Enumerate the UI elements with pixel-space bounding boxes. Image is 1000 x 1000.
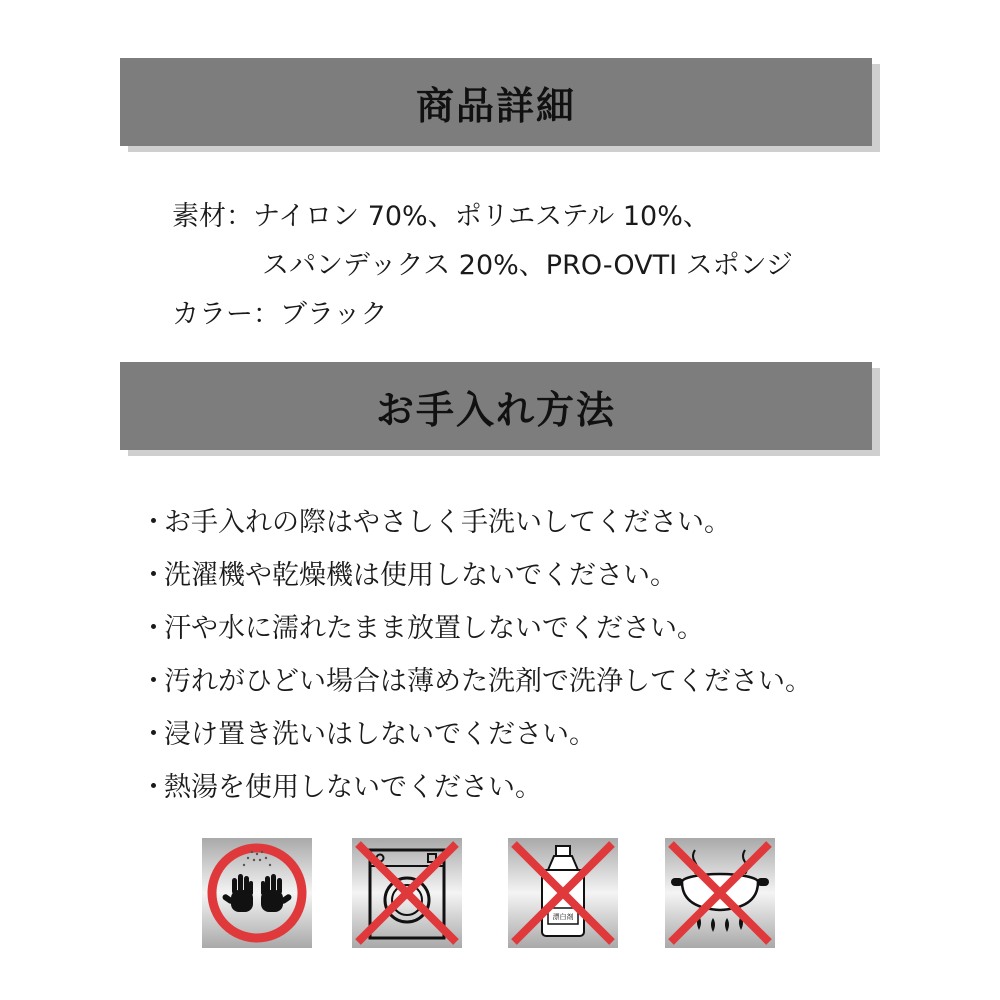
no-boiling-icon [665, 838, 775, 948]
care-item-text: お手入れの際はやさしく手洗いしてください。 [164, 507, 731, 538]
care-instructions-banner [120, 362, 872, 450]
care-instructions-title: お手入れ方法 [375, 387, 616, 432]
bullet-mark: ・ [140, 613, 167, 644]
care-item-text: 汚れがひどい場合は薄めた洗剤で洗浄してください。 [164, 666, 812, 697]
no-washing-machine-icon [352, 838, 462, 948]
care-item-text: 汗や水に濡れたまま放置しないでください。 [164, 613, 704, 644]
care-item [140, 712, 596, 751]
care-item-text: 浸け置き洗いはしないでください。 [164, 719, 596, 750]
material-row [172, 194, 710, 233]
care-item [140, 500, 731, 539]
bleach-label: 漂白剤 [552, 913, 574, 921]
care-item-text: 洗濯機や乾燥機は使用しないでください。 [164, 560, 677, 591]
color-value: ブラック [280, 299, 388, 330]
material-value-line2: スパンデックス 20%、PRO-OVTI スポンジ [262, 250, 793, 281]
care-item [140, 659, 812, 698]
bullet-mark: ・ [140, 507, 167, 538]
hand-wash-icon [202, 838, 312, 948]
material-value-line1: ナイロン 70%、ポリエステル 10%、 [253, 201, 710, 232]
product-details-title: 商品詳細 [415, 83, 576, 128]
care-item [140, 553, 677, 592]
no-bleach-icon [508, 838, 618, 948]
color-label: カラー： [172, 299, 280, 330]
care-item-text: 熱湯を使用しないでください。 [164, 772, 542, 803]
care-item [140, 765, 542, 804]
color-row [172, 292, 387, 331]
product-details-banner [120, 58, 872, 146]
material-label: 素材： [172, 201, 253, 232]
bullet-mark: ・ [140, 560, 167, 591]
bullet-mark: ・ [140, 666, 167, 697]
material-row-continued [262, 243, 793, 282]
bullet-mark: ・ [140, 719, 167, 750]
bullet-mark: ・ [140, 772, 167, 803]
care-item [140, 606, 704, 645]
